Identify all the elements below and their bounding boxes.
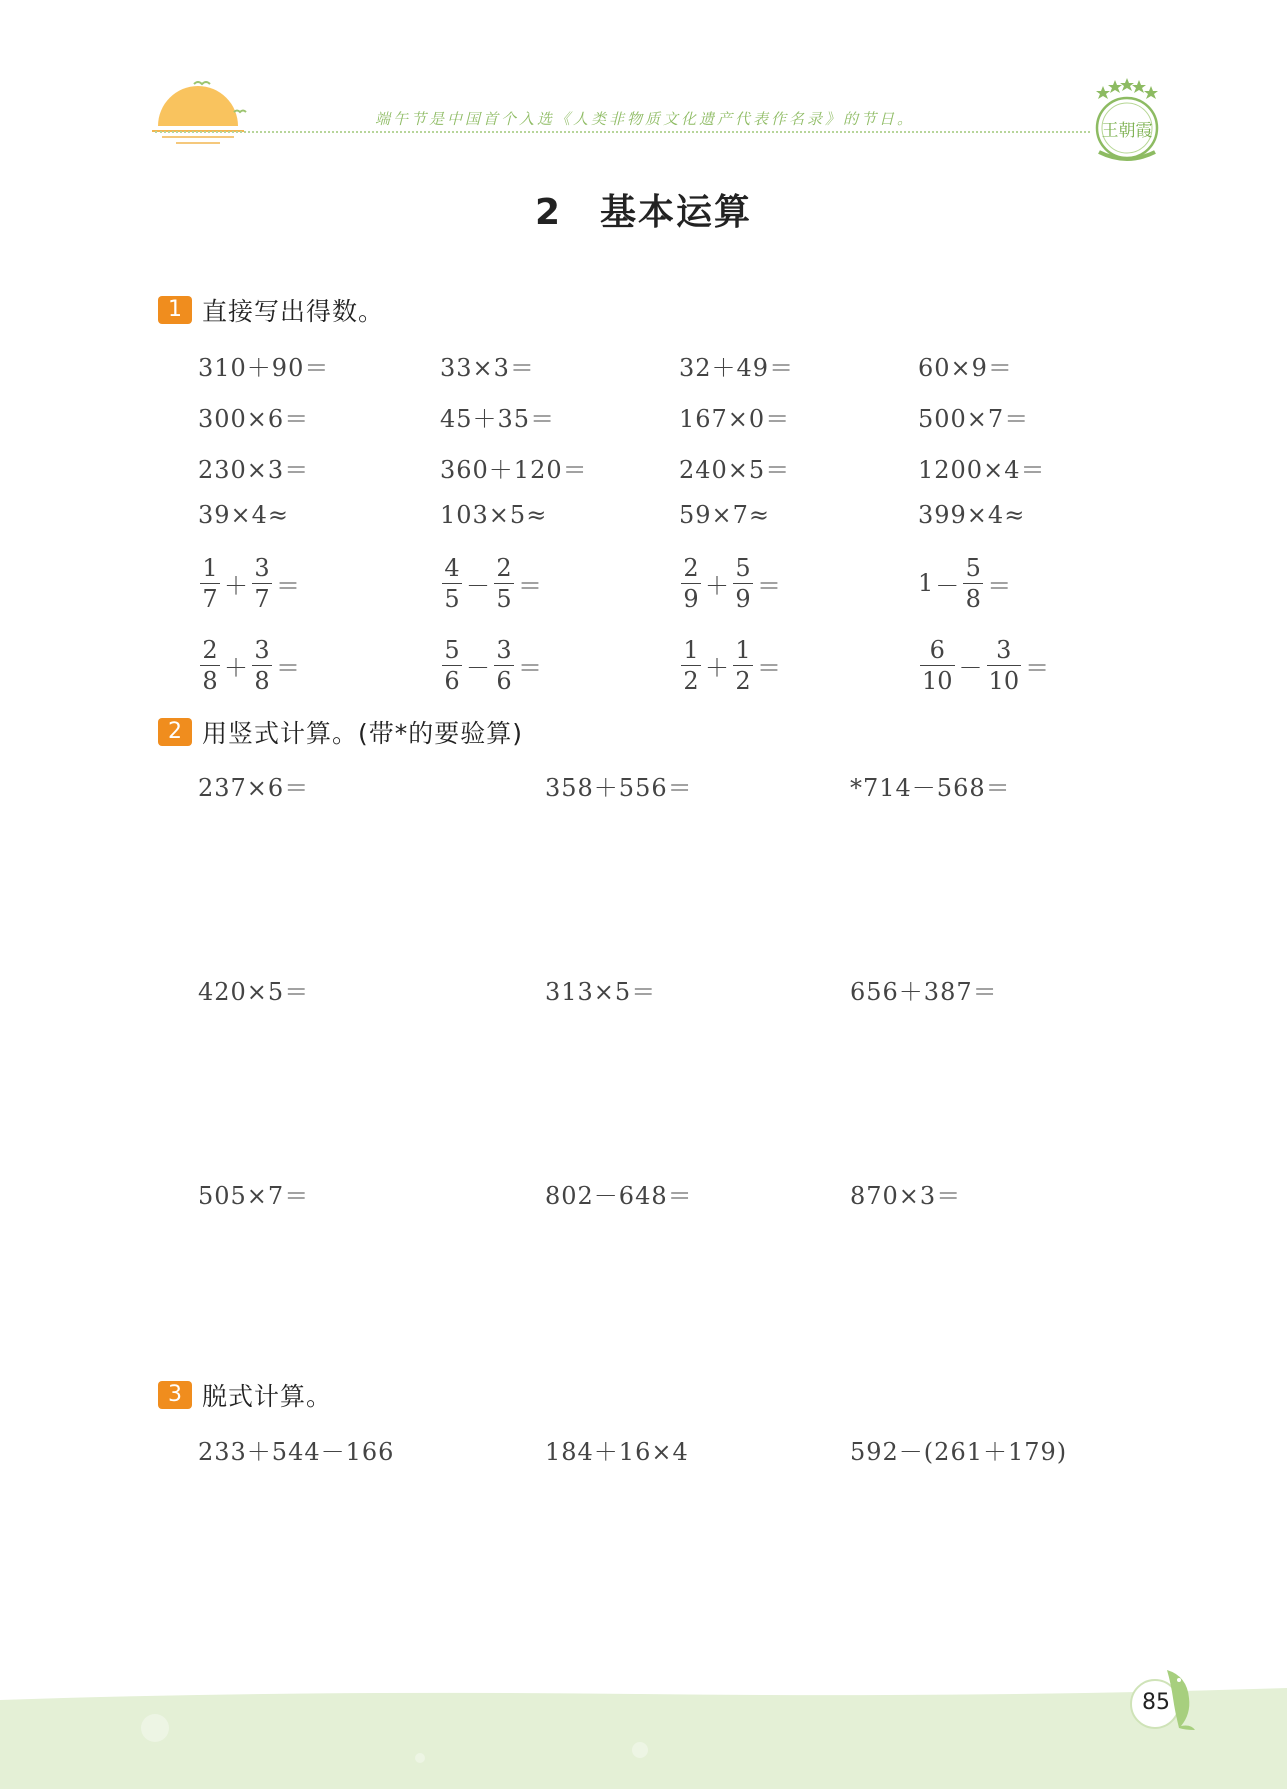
vertical-calc-problem: 237×6＝ bbox=[198, 774, 310, 802]
fraction bbox=[200, 553, 220, 614]
header-tip: 端午节是中国首个入选《人类非物质文化遗产代表作名录》的节日。 bbox=[375, 110, 916, 128]
vertical-calc-problem: 505×7＝ bbox=[198, 1182, 310, 1210]
numerator: 1 bbox=[202, 553, 218, 582]
section-number-badge: 2 bbox=[158, 718, 192, 746]
numerator: 3 bbox=[254, 635, 270, 664]
fraction bbox=[252, 553, 272, 614]
operator: ＋ bbox=[224, 571, 248, 600]
operator: － bbox=[466, 571, 490, 600]
operator: ＋ bbox=[224, 653, 248, 682]
fraction bbox=[987, 635, 1022, 696]
page-header bbox=[0, 0, 1287, 170]
fraction-expression bbox=[679, 628, 783, 702]
numerator: 5 bbox=[444, 635, 460, 664]
fraction bbox=[963, 553, 983, 614]
numerator: 2 bbox=[202, 635, 218, 664]
section-label: 用竖式计算。(带*的要验算) bbox=[202, 719, 524, 748]
denominator: 5 bbox=[496, 584, 512, 613]
section-number-badge: 1 bbox=[158, 296, 192, 324]
denominator: 5 bbox=[444, 584, 460, 613]
denominator: 7 bbox=[254, 584, 270, 613]
operator: ＋ bbox=[705, 571, 729, 600]
vertical-calc-problem: *714－568＝ bbox=[850, 774, 1011, 802]
fraction-expression bbox=[198, 628, 302, 702]
section-label: 直接写出得数。 bbox=[202, 297, 385, 326]
expression: 230×3＝ bbox=[198, 456, 310, 484]
section-1-heading bbox=[158, 294, 384, 326]
fraction bbox=[494, 635, 514, 696]
numerator: 2 bbox=[683, 553, 699, 582]
sun-icon bbox=[150, 70, 250, 150]
fraction bbox=[733, 635, 753, 696]
numerator: 3 bbox=[996, 635, 1012, 664]
expression: 360＋120＝ bbox=[440, 456, 588, 484]
numerator: 2 bbox=[496, 553, 512, 582]
numerator: 6 bbox=[929, 635, 945, 664]
denominator: 2 bbox=[683, 666, 699, 695]
expression: 59×7≈ bbox=[679, 501, 771, 529]
section-number-badge: 3 bbox=[158, 1381, 192, 1409]
numerator: 3 bbox=[254, 553, 270, 582]
denominator: 8 bbox=[202, 666, 218, 695]
step-calc-problem: 233＋544－166 bbox=[198, 1438, 395, 1466]
fraction bbox=[681, 635, 701, 696]
equals-sign: ＝ bbox=[987, 571, 1012, 600]
fraction bbox=[733, 553, 753, 614]
vertical-calc-problem: 420×5＝ bbox=[198, 978, 310, 1006]
author-badge-logo bbox=[1085, 76, 1169, 166]
expression: 500×7＝ bbox=[918, 405, 1030, 433]
numerator: 1 bbox=[683, 635, 699, 664]
expression: 33×3＝ bbox=[440, 354, 535, 382]
fraction-expression bbox=[918, 546, 1013, 620]
expression: 240×5＝ bbox=[679, 456, 791, 484]
vertical-calc-problem: 358＋556＝ bbox=[545, 774, 693, 802]
fraction bbox=[442, 553, 462, 614]
expression: 399×4≈ bbox=[918, 501, 1026, 529]
numerator: 4 bbox=[444, 553, 460, 582]
step-calc-problem: 184＋16×4 bbox=[545, 1438, 689, 1466]
operator: － bbox=[958, 653, 983, 682]
header-divider bbox=[155, 131, 1090, 133]
denominator: 6 bbox=[496, 666, 512, 695]
denominator: 10 bbox=[922, 666, 953, 695]
vertical-calc-problem: 870×3＝ bbox=[850, 1182, 962, 1210]
expression: 1200×4＝ bbox=[918, 456, 1046, 484]
section-2-heading bbox=[158, 716, 523, 748]
equals-sign: ＝ bbox=[518, 653, 542, 682]
expression: 39×4≈ bbox=[198, 501, 290, 529]
expression: 60×9＝ bbox=[918, 354, 1013, 382]
equals-sign: ＝ bbox=[757, 571, 781, 600]
denominator: 10 bbox=[988, 666, 1020, 695]
equals-sign: ＝ bbox=[276, 653, 300, 682]
denominator: 2 bbox=[735, 666, 751, 695]
fraction bbox=[494, 553, 514, 614]
operator: － bbox=[935, 571, 960, 600]
denominator: 7 bbox=[202, 584, 218, 613]
fraction-expression bbox=[440, 546, 544, 620]
denominator: 9 bbox=[735, 584, 751, 613]
expression: 45＋35＝ bbox=[440, 405, 556, 433]
operator: ＋ bbox=[705, 653, 729, 682]
page-title: 2 基本运算 bbox=[534, 192, 753, 233]
expression: 32＋49＝ bbox=[679, 354, 795, 382]
denominator: 8 bbox=[254, 666, 270, 695]
expression: 310＋90＝ bbox=[198, 354, 330, 382]
equals-sign: ＝ bbox=[1025, 653, 1050, 682]
fraction bbox=[442, 635, 462, 696]
fraction-expression bbox=[440, 628, 544, 702]
fraction bbox=[200, 635, 220, 696]
numerator: 5 bbox=[735, 553, 751, 582]
step-calc-problem: 592－(261＋179) bbox=[850, 1438, 1068, 1466]
expression: 103×5≈ bbox=[440, 501, 548, 529]
page-number: 85 bbox=[1142, 1690, 1170, 1715]
fraction bbox=[681, 553, 701, 614]
numerator: 1 bbox=[735, 635, 751, 664]
equals-sign: ＝ bbox=[276, 571, 300, 600]
numerator: 3 bbox=[496, 635, 512, 664]
vertical-calc-problem: 656＋387＝ bbox=[850, 978, 998, 1006]
vertical-calc-problem: 313×5＝ bbox=[545, 978, 657, 1006]
numerator: 5 bbox=[965, 553, 981, 582]
svg-text:王朝霞: 王朝霞 bbox=[1101, 121, 1153, 141]
denominator: 9 bbox=[683, 584, 699, 613]
fraction-expression bbox=[918, 628, 1051, 702]
section-3-heading bbox=[158, 1379, 332, 1411]
fraction-expression bbox=[679, 546, 783, 620]
whole-number: 1 bbox=[918, 569, 934, 597]
denominator: 6 bbox=[444, 666, 460, 695]
section-label: 脱式计算。 bbox=[202, 1382, 333, 1411]
fraction bbox=[920, 635, 955, 696]
equals-sign: ＝ bbox=[518, 571, 542, 600]
operator: － bbox=[466, 653, 490, 682]
expression: 167×0＝ bbox=[679, 405, 791, 433]
fraction bbox=[252, 635, 272, 696]
denominator: 8 bbox=[965, 584, 981, 613]
fraction-expression bbox=[198, 546, 302, 620]
equals-sign: ＝ bbox=[757, 653, 781, 682]
footer-decoration bbox=[0, 1680, 1287, 1789]
expression: 300×6＝ bbox=[198, 405, 310, 433]
vertical-calc-problem: 802－648＝ bbox=[545, 1182, 693, 1210]
